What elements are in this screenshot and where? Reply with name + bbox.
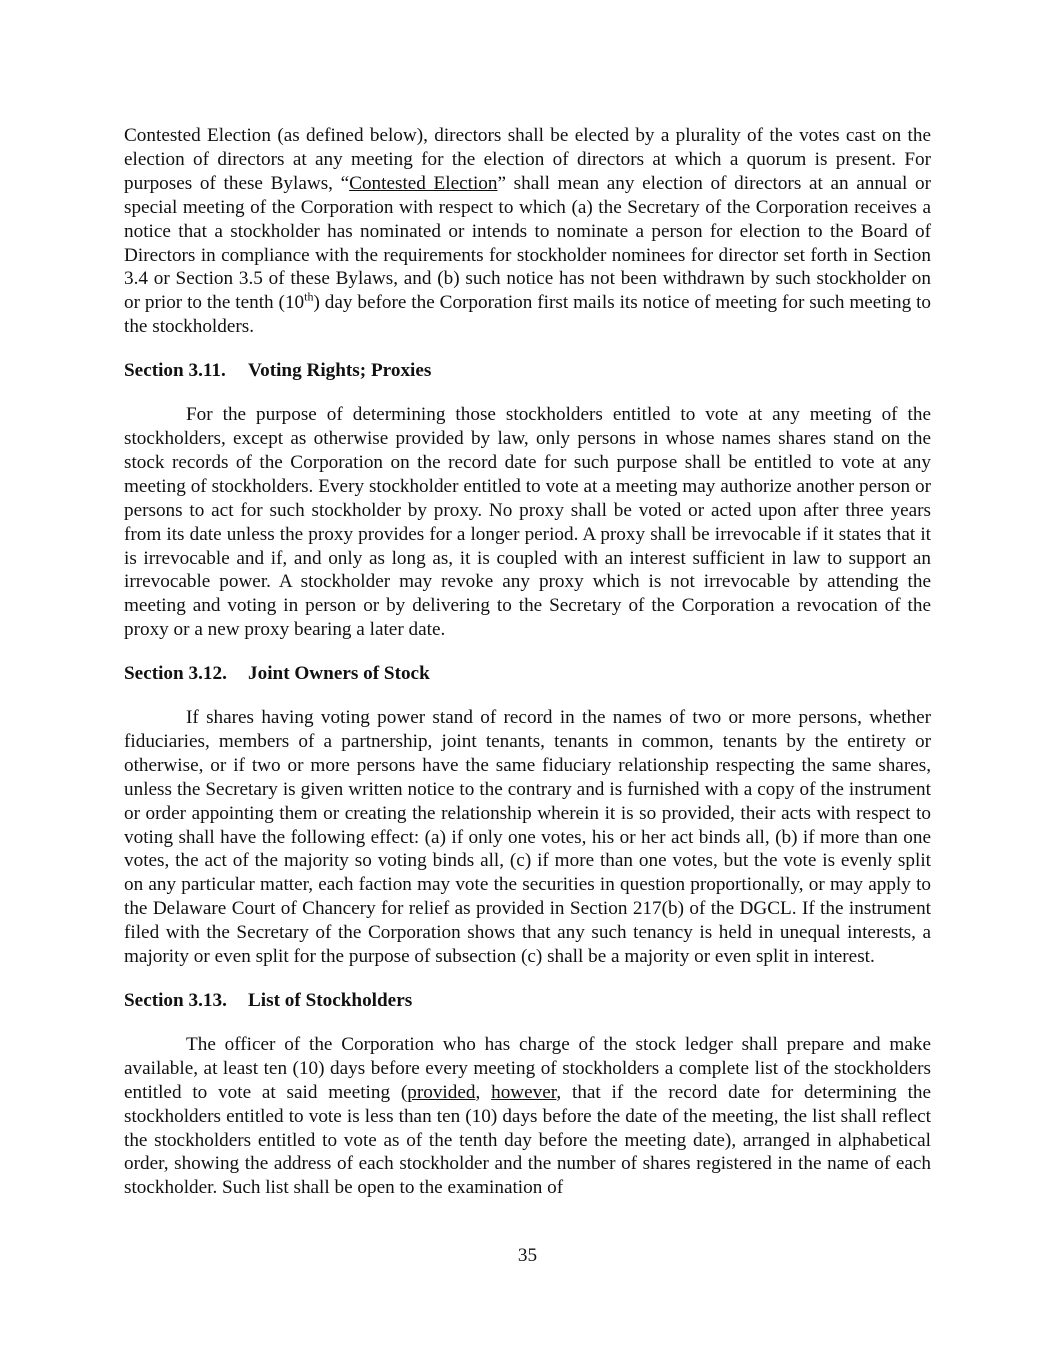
section-3-12-number: Section 3.12.: [124, 663, 227, 685]
however-term: however: [491, 1081, 557, 1103]
section-3-11-number: Section 3.11.: [124, 360, 226, 382]
section-3-11-heading: [124, 359, 931, 383]
document-page: [124, 124, 931, 1200]
section-3-13-title: List of Stockholders: [248, 990, 413, 1011]
section-3-13-number: Section 3.13.: [124, 990, 227, 1011]
ordinal-superscript: th: [304, 289, 314, 304]
section-3-13-heading: [124, 989, 931, 1013]
section-3-13-text-start: The officer of the Corporation who has charge of the stock ledger shall prepare and make available, at least ten (10) days before every meeting of stockholders a complete list of the stockholders entitled to vote at said meeting (: [124, 1033, 931, 1103]
provided-term: provided: [407, 1081, 476, 1103]
section-3-12-heading: [124, 662, 931, 686]
paragraph-text-end: ) day before the Corporation first mails its notice of meeting for such meeting to the stockholders.: [124, 292, 932, 338]
page-number: 35: [517, 1245, 538, 1266]
section-3-13-text-end: , that if the record date for determining the stockholders entitled to vote is less than ten (10) days before the date of the meeting, the list shall reflect the stockholders entitled to vote as of the tenth day before the meeting date), arranged in alphabetical order, showing the address of each stockholder and the number of shares registered in the name of each stockholder. Such list shall be open to the examination of: [124, 1081, 932, 1199]
section-3-11-title: Voting Rights; Proxies: [248, 360, 432, 382]
section-3-12-title: Joint Owners of Stock: [248, 663, 430, 685]
section-3-13-body: [124, 1033, 931, 1200]
paragraph-text-start: Contested Election (as defined below), directors shall be elected by a plurality of the votes cast on the election of directors at any meeting for the election of directors at which a quorum is present. For purposes of these Bylaws, “: [124, 125, 931, 194]
section-3-12-body: If shares having voting power stand of record in the names of two or more persons, whether fiduciaries, members of a partnership, joint tenants, tenants in common, tenants by the entirety or otherwise, or if two or more persons have the same fiduciary relationship respecting the same shares, unless the Secretary is given written notice to the contrary and is furnished with a copy of the instrument or order appointing them or creating the relationship wherein it is so provided, their acts with respect to voting shall have the following effect: (a) if only one votes, his or her act binds all, (b) if more than one votes, the act of the majority so voting binds all, (c) if more than one votes, but the vote is evenly split on any particular matter, each faction may vote the securities in question proportionally, or may apply to the Delaware Court of Chancery for relief as provided in Section 217(b) of the DGCL. If the instrument filed with the Secretary of the Corporation shows that any such tenancy is held in unequal interests, a majority or even split for the purpose of subsection (c) shall be a majority or even split in interest.: [124, 707, 931, 968]
section-3-11-body: For the purpose of determining those stockholders entitled to vote at any meeting of the stockholders, except as otherwise provided by law, only persons in whose names shares stand on the stock records of the Corporation on the record date for such purpose shall be entitled to vote at any meeting of stockholders. Every stockholder entitled to vote at a meeting may authorize another person or persons to act for such stockholder by proxy. No proxy shall be voted or acted upon after three years from its date unless the proxy provides for a longer period. A proxy shall be irrevocable if it states that it is irrevocable and if, and only as long as, it is coupled with an interest sufficient in law to support an irrevocable power. A stockholder may revoke any proxy which is not irrevocable by attending the meeting and voting in person or by delivering to the Secretary of the Corporation a revocation of the proxy or a new proxy bearing a later date.: [124, 404, 931, 641]
paragraph-text-middle: ” shall mean any election of directors at an annual or special meeting of the Corporation with respect to which (a) the Secretary of the Corporation receives a notice that a stockholder has nominated or intends to nominate a person for election to the Board of Directors in compliance with the requirements for stockholder nominees for director set forth in Section 3.4 or Section 3.5 of these Bylaws, and (b) such notice has not been withdrawn by such stockholder on or prior to the tenth (10: [124, 172, 932, 314]
comma-separator: ,: [475, 1081, 492, 1103]
contested-election-term: Contested Election: [349, 172, 498, 194]
contested-election-paragraph: [124, 124, 931, 339]
